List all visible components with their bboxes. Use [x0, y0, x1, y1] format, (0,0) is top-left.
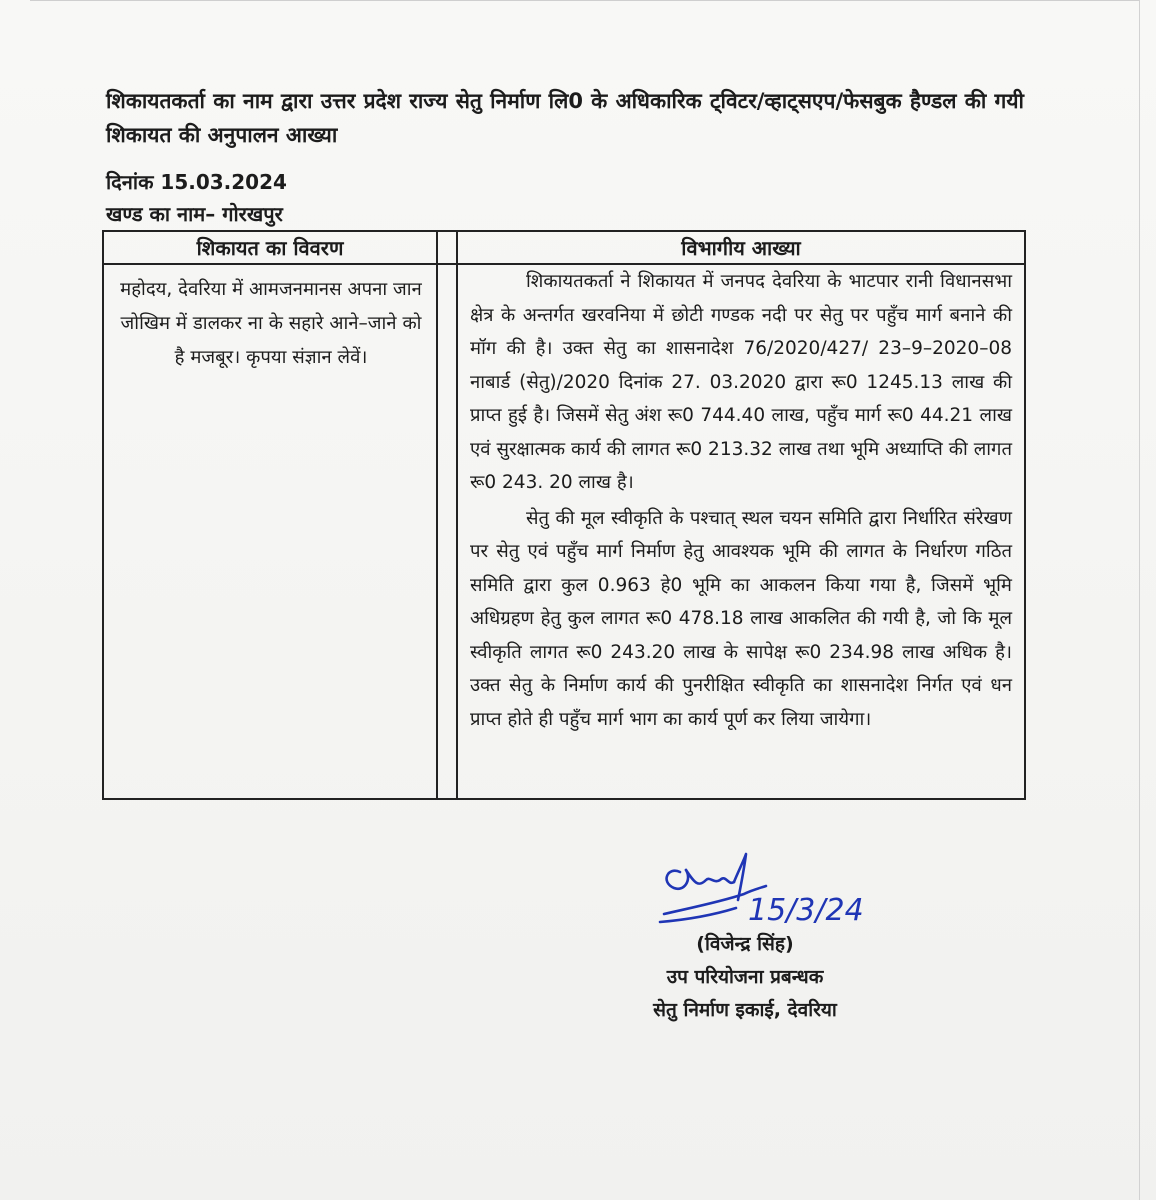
reply-paragraph-1: शिकायतकर्ता ने शिकायत में जनपद देवरिया के भाटपार रानी विधानसभा क्षेत्र के अन्तर्गत खरवनिया में छोटी गण्डक नदी पर सेतु पर पहुँच मार्ग बनाने की मॉग की है। उक्त सेतु का शासनादेश 76/2020/427/ 23–9–2020–08 नाबार्ड (सेतु)/2020 दिनांक 27. 03.2020 द्वारा रू0 1245.13 लाख की प्राप्त हुई है। जिसमें सेतु अंश रू0 744.40 लाख, पहुँच मार्ग रू0 44.21 लाख एवं सुरक्षात्मक कार्य की लागत रू0 213.32 लाख तथा भूमि अध्याप्ति की लागत रू0 243. 20 लाख है।: [470, 271, 1012, 493]
signatory-block: [600, 928, 890, 1027]
top-edge-line: [30, 0, 1140, 1]
complaint-text: महोदय, देवरिया में आमजनमानस अपना जान जोखिम में डालकर ना के सहारे आने–जाने को है मजबूर। कृपया संज्ञान लेवें।: [104, 265, 438, 798]
reply-paragraph-2: सेतु की मूल स्वीकृति के पश्चात् स्थल चयन समिति द्वारा निर्धारित संरेखण पर सेतु एवं पहुँच मार्ग निर्माण हेतु आवश्यक भूमि की लागत के निर्धारण गठित समिति द्वारा कुल 0.963 हे0 भूमि का आकलन किया गया है, जिसमें भूमि अधिग्रहण हेतु कुल लागत रू0 478.18 लाख आकलित की गयी है, जो कि मूल स्वीकृति लागत रू0 243.20 लाख के सापेक्ष रू0 234.98 लाख अधिक है। उक्त सेतु के निर्माण कार्य की पुनरीक्षित स्वीकृति का शासनादेश निर्गत एवं धन प्राप्त होते ही पहुँच मार्ग भाग का कार्य पूर्ण कर लिया जायेगा।: [470, 507, 1012, 730]
signature-scribble-icon: [640, 842, 864, 937]
handwritten-signature: [640, 842, 864, 937]
signature-date-text: 15/3/24: [748, 893, 864, 928]
section-name-line: खण्ड का नाम– गोरखपुर: [106, 202, 283, 226]
document-heading: शिकायतकर्ता का नाम द्वारा उत्तर प्रदेश राज्य सेतु निर्माण लि0 के अधिकारिक ट्विटर/व्हाट्सएप/फेसबुक हैण्डल की गयी शिकायत की अनुपालन आख्या: [106, 89, 1024, 147]
department-reply-cell: [458, 265, 1024, 798]
header-divider-gap: [438, 232, 458, 265]
body-divider-gap: [438, 265, 458, 798]
complaint-table: [102, 230, 1026, 800]
header-complaint-details: शिकायत का विवरण: [104, 232, 438, 265]
header-department-reply: विभागीय आख्या: [458, 232, 1024, 265]
date-line: दिनांक 15.03.2024: [106, 170, 287, 194]
signatory-name: (विजेन्द्र सिंह): [696, 933, 794, 955]
table-row: [104, 265, 1024, 798]
signatory-designation: उप परियोजना प्रबन्धक: [666, 966, 824, 988]
signatory-office: सेतु निर्माण इकाई, देवरिया: [653, 999, 837, 1021]
table-header-row: [104, 232, 1024, 265]
right-edge-line: [1139, 0, 1140, 1200]
